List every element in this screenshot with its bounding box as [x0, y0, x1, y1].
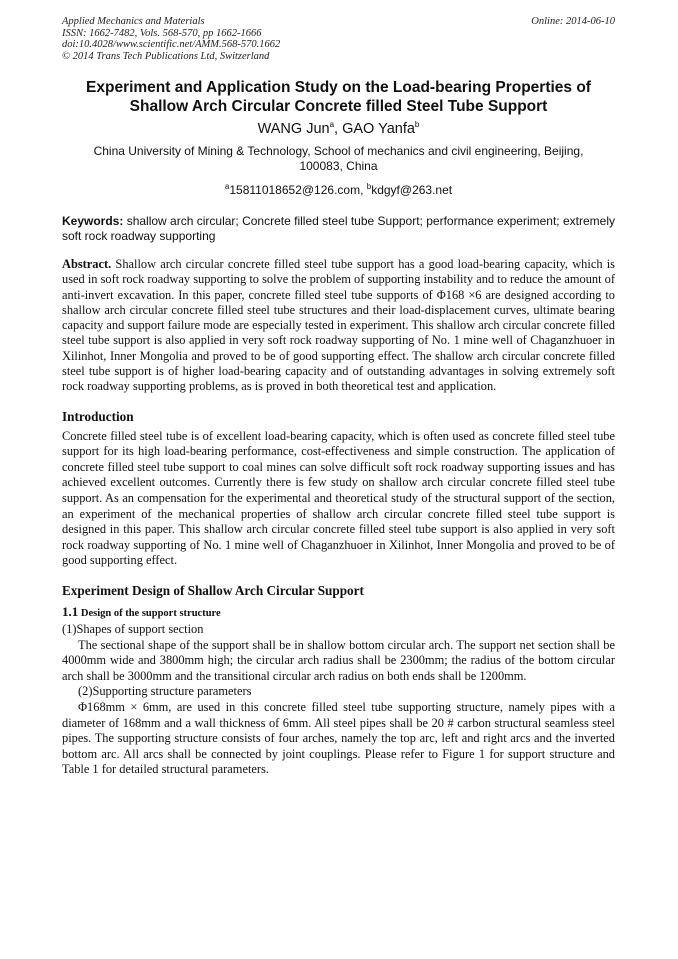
- subsection-title: Design of the support structure: [78, 608, 221, 620]
- email-b-mark: b: [366, 182, 372, 191]
- item-1-label: (1)Shapes of support section: [62, 622, 204, 637]
- journal-name: Applied Mechanics and Materials: [62, 16, 205, 27]
- introduction-heading: Introduction: [62, 408, 134, 424]
- doi-line: doi:10.4028/www.scientific.net/AMM.568-570.1662: [62, 39, 281, 50]
- email-b: kdgyf@263.net: [371, 183, 453, 197]
- abstract-block: [62, 257, 615, 395]
- affiliation: [62, 144, 615, 174]
- email-list: [62, 183, 615, 198]
- affiliation-line-1: China University of Mining & Technology, School of mechanics and civil engineering, Beijing,: [93, 144, 584, 158]
- email-a: 15811018652@126.com,: [229, 183, 367, 197]
- item-2-label: (2)Supporting structure parameters: [78, 684, 252, 699]
- copyright-line: © 2014 Trans Tech Publications Ltd, Switzerland: [62, 50, 270, 62]
- author-list: [62, 120, 615, 138]
- online-date: Online: 2014-06-10: [531, 16, 615, 27]
- section-shape-paragraph: The sectional shape of the support shall be in shallow bottom circular arch. The support net section shall be 4000mm wide and 3800mm high; the circular arch radius shall be 2300mm; the radius of the bottom circular arch shall be 3000mm and the transitional circular arch radius on both ends shall be 1200mm.: [62, 637, 615, 683]
- abstract-text: Shallow arch circular concrete filled steel tube support has a good load-bearing capacity, which is used in soft rock roadway supporting to solve the problem of supporting instability and to reduce the amount of anti-invert excavation. In this paper, concrete filled steel tube supports of Φ168 ×6 are designed according to shallow arch circular concrete filled steel tube structures and their load-displacement curves, ultimate bearing capacity and support failure mode are especially tested in experiment. This shallow arch circular concrete filled steel tube support is also applied in very soft rock roadway supporting of No. 1 mine well of Chaganzhuoer in Xilinhot, Inner Mongolia and proved to be of good supporting effect. The shallow arch circular concrete filled steel tube support is of higher load-bearing capacity and of outstanding advantages in solving extremely soft rock roadway supporting problems, as is proved in both theoretical test and application.: [62, 257, 615, 394]
- author-2: GAO Yanfa: [342, 121, 415, 137]
- author-1: WANG Jun: [257, 121, 330, 137]
- subsection-heading: [62, 604, 615, 622]
- email-a-mark: a: [224, 182, 230, 191]
- introduction-paragraph: Concrete filled steel tube is of excellent load-bearing capacity, which is often used as concrete filled steel tube support for its high load-bearing performance, cost-effectiveness and simple construction. The application of concrete filled steel tube support to coal mines can solve difficult soft rock roadway supporting issues and has achieved excellent outcomes. Currently there is few study on shallow arch circular concrete filled steel tube support. As an compensation for the experimental and theoretical study of the structural support of the section, an experiment of the mechanical properties of shallow arch circular concrete filled steel tube support is designed in this paper. This shallow arch circular concrete filled steel tube support is also applied in very soft rock roadway supporting of No. 1 mine well of Chaganzhuoer in Xilinhot, Inner Mongolia and proved to be of good supporting effect.: [62, 428, 615, 568]
- paper-page: [62, 16, 615, 778]
- affiliation-line-2: 100083, China: [299, 159, 378, 173]
- subsection-number: 1.1: [62, 604, 79, 620]
- issn-line: ISSN: 1662-7482, Vols. 568-570, pp 1662-1666: [62, 27, 262, 39]
- author-1-mark: a: [329, 120, 335, 130]
- abstract-label: Abstract.: [62, 257, 112, 271]
- keywords-label: Keywords:: [62, 214, 124, 228]
- keywords-block: [62, 214, 615, 244]
- paper-title: [62, 78, 615, 116]
- author-2-mark: b: [414, 120, 420, 130]
- title-line-2: Shallow Arch Circular Concrete filled Steel Tube Support: [129, 98, 548, 115]
- journal-header: [62, 16, 615, 62]
- experiment-heading: Experiment Design of Shallow Arch Circular Support: [62, 583, 364, 599]
- title-line-1: Experiment and Application Study on the Load-bearing Properties of: [86, 79, 591, 96]
- keywords-text: shallow arch circular; Concrete filled steel tube Support; performance experiment; extremely soft rock roadway supporting: [62, 214, 615, 243]
- structure-parameters-paragraph: Φ168mm × 6mm, are used in this concrete filled steel tube supporting structure, namely pipes with a diameter of 168mm and a wall thickness of 6mm. All steel pipes shall be 20 # carbon structural seamless steel pipes. The supporting structure consists of four arches, namely the top arc, left and right arcs and the inverted bottom arc. All arcs shall be connected by joint couplings. Please refer to Figure 1 for support structure and Table 1 for detailed structural parameters.: [62, 699, 615, 777]
- author-separator: ,: [334, 121, 343, 137]
